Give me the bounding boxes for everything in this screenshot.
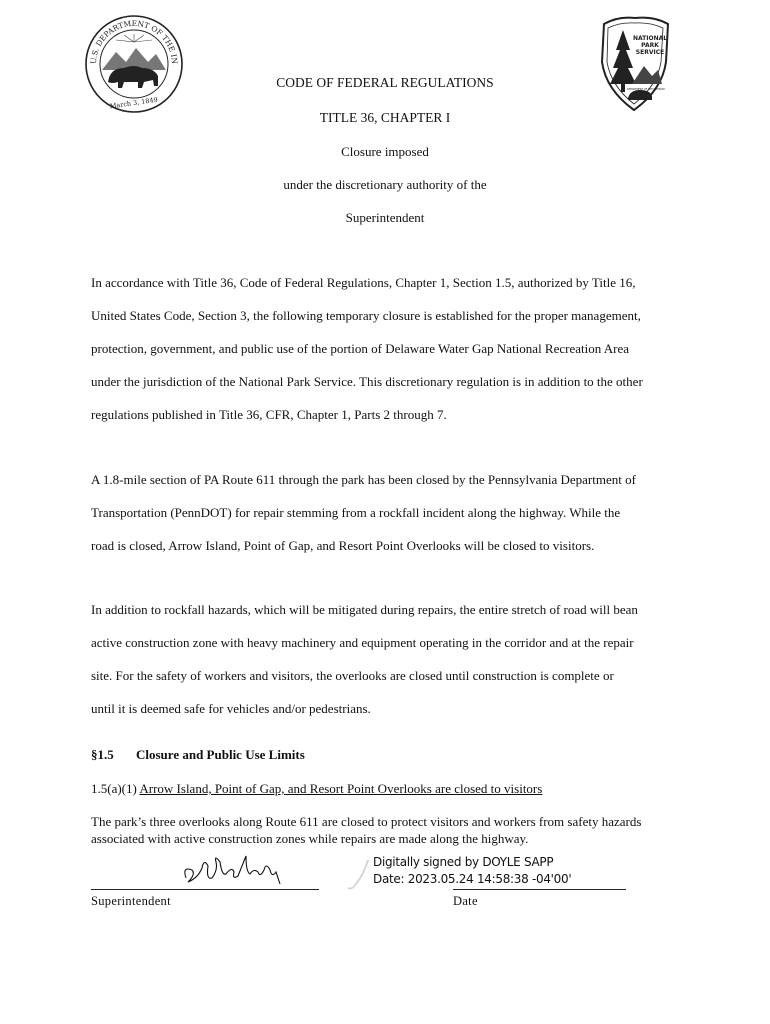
doi-seal: [84, 12, 184, 116]
superintendent-label: Superintendent: [91, 894, 171, 908]
doi-seal-text: U.S. DEPARTMENT OF THE IN: [88, 18, 180, 65]
header-closure: Closure imposed: [341, 144, 429, 159]
section-title: Closure and Public Use Limits: [136, 747, 305, 762]
superintendent-signature-line: [91, 889, 319, 890]
header-superintendent: Superintendent: [345, 210, 425, 225]
paragraph-line: under the jurisdiction of the National Park Service. This discretionary regulation is in addition to the other: [91, 374, 643, 389]
paragraph-line: In addition to rockfall hazards, which will be mitigated during repairs, the entire stretch of road will bean: [91, 602, 638, 617]
paragraph-line: United States Code, Section 3, the following temporary closure is established for the proper management,: [91, 308, 641, 323]
nps-logo-line2: PARK: [641, 42, 659, 49]
digital-signature-block: [373, 854, 571, 888]
section-heading: [91, 747, 305, 763]
nps-arrowhead-logo: [598, 12, 672, 112]
handwritten-signature: [180, 848, 290, 892]
date-signature-line: [453, 889, 626, 890]
paragraph-line: until it is deemed safe for vehicles and/or pedestrians.: [91, 701, 371, 716]
nps-logo-line3: SERVICE: [635, 49, 665, 56]
digital-signature-date: Date: 2023.05.24 14:58:38 -04'00': [373, 872, 572, 886]
paragraph-line: regulations published in Title 36, CFR, Chapter 1, Parts 2 through 7.: [91, 407, 447, 422]
nps-logo-bottom: DEPARTMENT OF THE INTERIOR: [627, 88, 665, 91]
header-authority: under the discretionary authority of the: [283, 177, 487, 192]
paragraph-line: protection, government, and public use of the portion of Delaware Water Gap National Recreation Area: [91, 341, 630, 356]
paragraph-line: Transportation (PennDOT) for repair stemming from a rockfall incident along the highway. While the: [91, 505, 621, 520]
paragraph-closure-description: [91, 463, 691, 562]
paragraph-line: site. For the safety of workers and visitors, the overlooks are closed until construction is complete or: [91, 668, 614, 683]
subsection-id: 1.5(a)(1): [91, 781, 140, 796]
header-cfr: CODE OF FEDERAL REGULATIONS: [276, 75, 494, 90]
paragraph-line: road is closed, Arrow Island, Point of Gap, and Resort Point Overlooks will be closed to visitors.: [91, 538, 595, 553]
header-title: TITLE 36, CHAPTER I: [319, 110, 451, 125]
paragraph-line: A 1.8-mile section of PA Route 611 through the park has been closed by the Pennsylvania Department of: [91, 472, 636, 487]
subsection-body-line: associated with active construction zones while repairs are made along the highway.: [91, 831, 529, 846]
digital-signature-watermark-icon: [346, 858, 372, 892]
date-label: Date: [453, 894, 478, 908]
subsection-body: [91, 813, 641, 847]
paragraph-hazards: [91, 593, 691, 725]
paragraph-line: In accordance with Title 36, Code of Federal Regulations, Chapter 1, Section 1.5, authorized by Title 16,: [91, 275, 636, 290]
subsection-body-line: The park’s three overlooks along Route 611 are closed to protect visitors and workers from safety hazards: [91, 814, 642, 829]
subsection-title: Arrow Island, Point of Gap, and Resort Point Overlooks are closed to visitors: [139, 781, 543, 796]
paragraph-line: active construction zone with heavy machinery and equipment operating in the corridor and at the repair: [91, 635, 634, 650]
nps-logo-line1: NATIONAL: [632, 35, 668, 42]
doi-seal-date: March 3, 1849: [109, 95, 159, 111]
digital-signature-signed-by: Digitally signed by DOYLE SAPP: [373, 855, 554, 869]
section-number: §1.5: [91, 747, 114, 762]
paragraph-authority: [91, 266, 691, 431]
subsection-heading: [91, 781, 542, 797]
